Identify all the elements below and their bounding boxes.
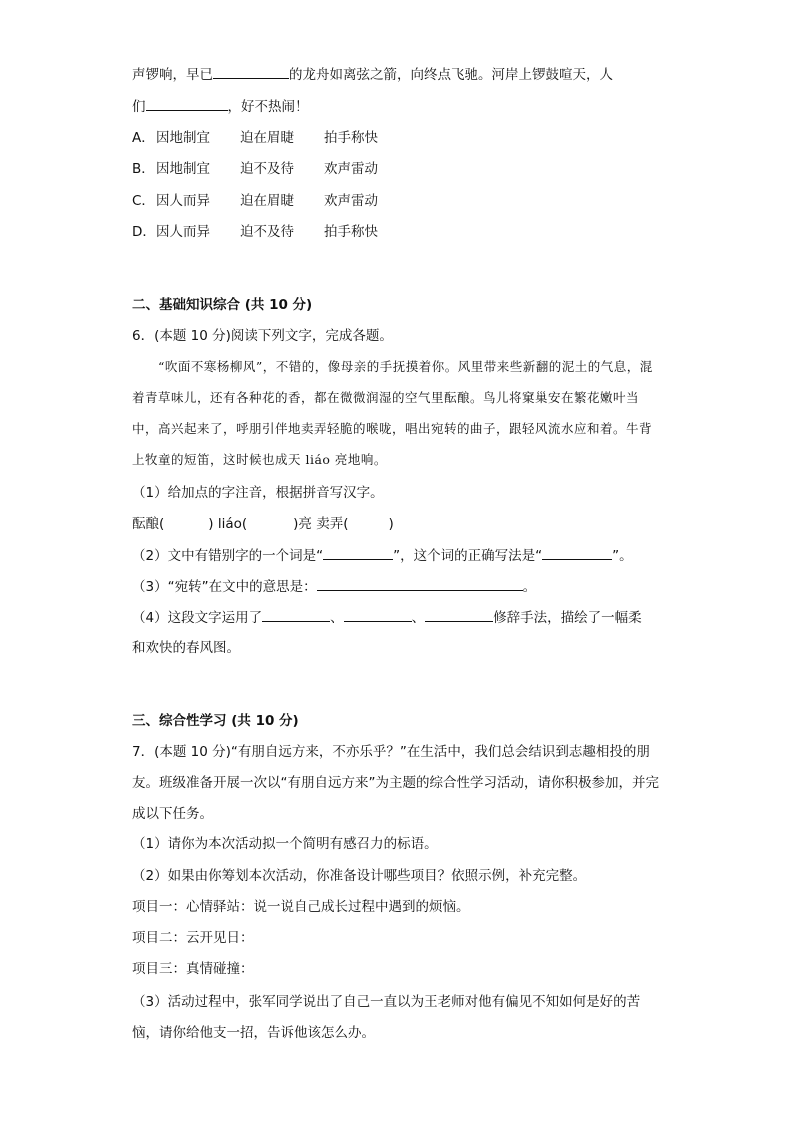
option-term: 迫在眉睫 bbox=[240, 130, 294, 146]
option-term: 因人而异 bbox=[156, 224, 210, 240]
section-heading: 三、综合性学习 (共 10 分) bbox=[132, 713, 299, 729]
reading-passage: “吹面不寒杨柳风”，不错的，像母亲的手抚摸着你。风里带来些新翻的泥土的气息，混着青草味儿，还有各种花的香，都在微微润湿的空气里酝酿。鸟儿将窠巢安在繁花嫩叶当中，高兴起来了，呼朋引伴地卖弄轻脆的喉咙，唱出宛转的曲子，跟轻风流水应和着。牛背上牧童的短笛，这时候也成天 liáo 亮地响。 bbox=[132, 359, 653, 467]
blank bbox=[323, 545, 393, 560]
fill-text: ) liáo( bbox=[208, 516, 248, 532]
option-term: 迫不及待 bbox=[240, 161, 294, 177]
q6-sub4 bbox=[132, 607, 642, 628]
q6-sub1: （1）给加点的字注音，根据拼音写汉字。 bbox=[132, 485, 384, 501]
option-term: 拍手称快 bbox=[324, 224, 378, 240]
blank bbox=[425, 607, 493, 622]
sub4-text: （4）这段文字运用了 bbox=[132, 610, 263, 626]
option-term: 欢声雷动 bbox=[324, 193, 378, 209]
section-heading: 二、基础知识综合 (共 10 分) bbox=[132, 297, 313, 313]
option-term: 因地制宜 bbox=[156, 161, 210, 177]
sub4-text: 修辞手法，描绘了一幅柔 bbox=[493, 610, 642, 626]
sub4-text: 、 bbox=[330, 610, 344, 626]
q6-intro: 6．(本题 10 分)阅读下列文字，完成各题。 bbox=[132, 328, 393, 344]
option-letter: B． bbox=[132, 161, 155, 177]
q7-item1: 项目一：心情驿站：说一说自己成长过程中遇到的烦恼。 bbox=[132, 899, 470, 915]
fill-text: ) bbox=[388, 516, 394, 532]
q5-option-c[interactable] bbox=[132, 191, 378, 211]
q6-fill-line bbox=[132, 514, 394, 534]
q6-sub3 bbox=[132, 576, 536, 597]
q7-sub2: （2）如果由你筹划本次活动，你准备设计哪些项目？依照示例，补充完整。 bbox=[132, 868, 587, 884]
sub2-text: ”，这个词的正确写法是“ bbox=[393, 548, 543, 564]
fill-text: 酝酿( bbox=[132, 516, 165, 532]
sub2-text: ”。 bbox=[612, 548, 633, 564]
q5-text: 的龙舟如离弦之箭，向终点飞驰。河岸上锣鼓喧天，人 bbox=[289, 67, 613, 83]
sub3-text: 。 bbox=[522, 579, 537, 595]
q7-item2: 项目二：云开见日： bbox=[132, 930, 254, 946]
blank bbox=[542, 545, 612, 560]
q6-sub4-cont: 和欢快的春风图。 bbox=[132, 640, 240, 656]
option-term: 迫在眉睫 bbox=[240, 193, 294, 209]
q7-sub1: （1）请你为本次活动拟一个简明有感召力的标语。 bbox=[132, 836, 438, 852]
q7-sub3: （3）活动过程中，张军同学说出了自己一直以为王老师对他有偏见不知如何是好的苦恼，请你给他支一招，告诉他该怎么办。 bbox=[132, 994, 641, 1041]
blank bbox=[213, 64, 289, 79]
q5-stem-line-1 bbox=[132, 64, 613, 85]
option-letter: C． bbox=[132, 193, 155, 209]
q7-item3: 项目三：真情碰撞： bbox=[132, 961, 254, 977]
q5-text: 们 bbox=[132, 99, 146, 115]
blank bbox=[317, 576, 523, 591]
option-term: 因人而异 bbox=[156, 193, 210, 209]
sub4-text: 、 bbox=[411, 610, 426, 626]
fill-text: )亮 卖弄( bbox=[293, 516, 349, 532]
blank bbox=[344, 607, 412, 622]
q5-stem-line-2 bbox=[132, 96, 309, 117]
blank bbox=[262, 607, 330, 622]
blank bbox=[146, 96, 228, 111]
q5-text: ，好不热闹！ bbox=[227, 99, 309, 115]
q5-option-a[interactable] bbox=[132, 128, 378, 148]
option-term: 迫不及待 bbox=[240, 224, 294, 240]
q6-sub2 bbox=[132, 545, 633, 566]
sub2-text: （2）文中有错别字的一个词是“ bbox=[132, 548, 324, 564]
option-term: 因地制宜 bbox=[156, 130, 210, 146]
q5-option-b[interactable] bbox=[132, 159, 378, 179]
option-term: 欢声雷动 bbox=[324, 161, 378, 177]
sub3-text: （3）“宛转”在文中的意思是： bbox=[132, 579, 317, 595]
option-term: 拍手称快 bbox=[324, 130, 378, 146]
option-letter: D． bbox=[132, 224, 156, 240]
option-letter: A． bbox=[132, 130, 155, 146]
q5-text: 声锣响，早已 bbox=[132, 67, 213, 83]
q7-stem: 7．(本题 10 分)“有朋自远方来，不亦乐乎？”在生活中，我们总会结识到志趣相投的朋友。班级准备开展一次以“有朋自远方来”为主题的综合性学习活动，请你积极参加，并完成以下任务。 bbox=[132, 744, 659, 822]
q5-option-d[interactable] bbox=[132, 222, 378, 242]
